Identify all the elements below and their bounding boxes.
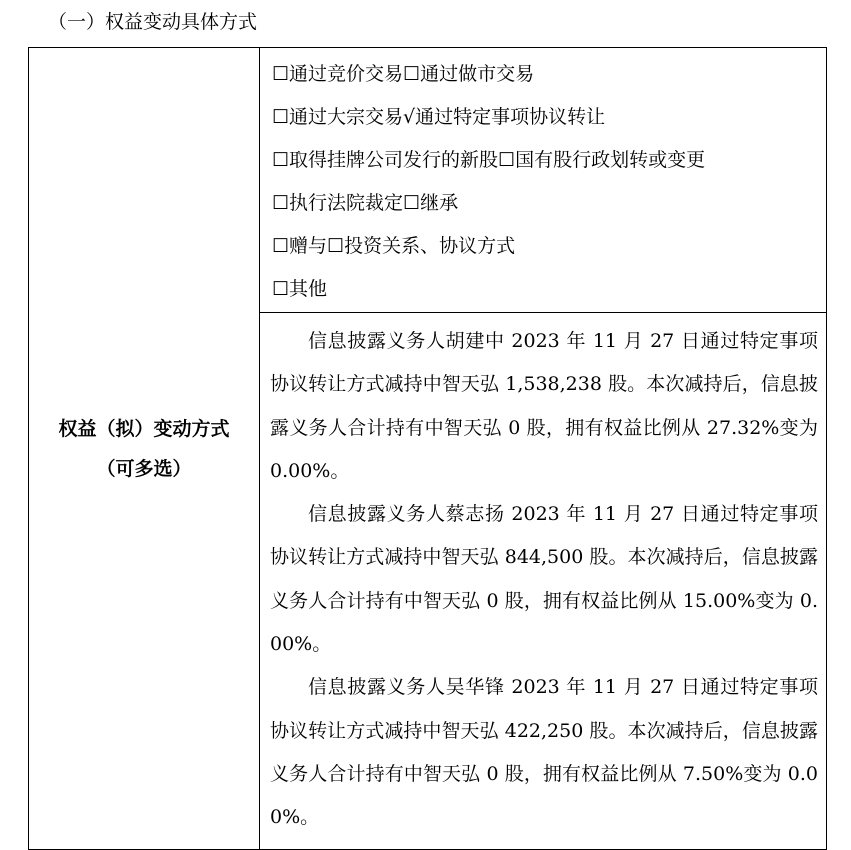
detail-paragraph-2: 信息披露义务人蔡志扬 2023 年 11 月 27 日通过特定事项协议转让方式减持中智天弘 844,500 股。本次减持后，信息披露义务人合计持有中智天弘 0 股，拥有权益比例从 15.00%变为 0.00%。 [270, 503, 818, 656]
options-cell [260, 48, 827, 313]
option-line-6: ☐其他 [272, 278, 328, 300]
detail-paragraph-3: 信息披露义务人吴华锋 2023 年 11 月 27 日通过特定事项协议转让方式减持中智天弘 422,250 股。本次减持后，信息披露义务人合计持有中智天弘 0 股，拥有权益比例从 7.50%变为 0.00%。 [270, 676, 818, 829]
detail-paragraph-1: 信息披露义务人胡建中 2023 年 11 月 27 日通过特定事项协议转让方式减持中智天弘 1,538,238 股。本次减持后，信息披露义务人合计持有中智天弘 0 股，拥有权益比例从 27.32%变为 0.00%。 [270, 330, 818, 482]
option-line-1: ☐通过竞价交易☐通过做市交易 [272, 63, 535, 85]
label-line-1: 权益（拟）变动方式 [58, 417, 230, 440]
equity-change-table [28, 47, 827, 850]
option-line-3: ☐取得挂牌公司发行的新股☐国有股行政划转或变更 [272, 149, 706, 171]
option-line-4: ☐执行法院裁定☐继承 [272, 192, 459, 214]
option-line-2: ☐通过大宗交易√通过特定事项协议转让 [272, 106, 606, 128]
table-row-options [29, 48, 827, 313]
section-title: （一）权益变动具体方式 [48, 11, 258, 33]
details-cell [260, 313, 827, 850]
label-line-2: （可多选） [96, 457, 192, 480]
option-line-5: ☐赠与☐投资关系、协议方式 [272, 235, 516, 257]
label-cell [29, 48, 260, 850]
